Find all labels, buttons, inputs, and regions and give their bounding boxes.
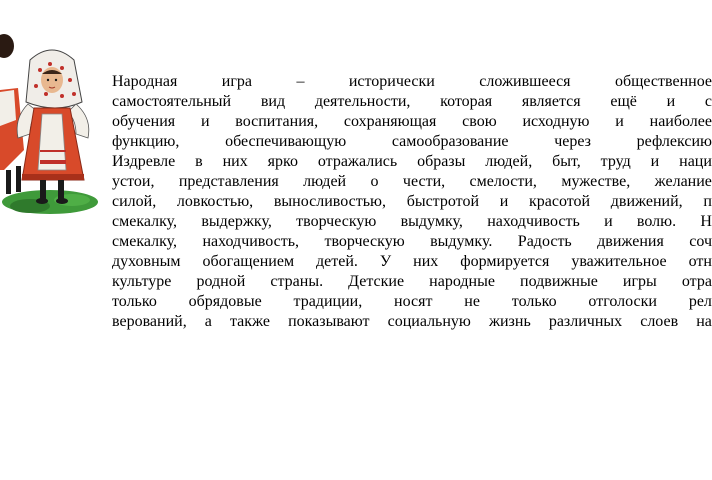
word: на	[696, 313, 712, 330]
word: культуре	[112, 273, 172, 290]
word: красотой	[528, 193, 591, 210]
text-line	[112, 92, 712, 112]
word: через	[554, 133, 591, 150]
text-line	[112, 132, 712, 152]
word: обеспечивающую	[225, 133, 347, 150]
word: также	[229, 313, 270, 330]
word: игра	[221, 73, 253, 90]
text-line	[112, 192, 712, 212]
word: чести,	[402, 173, 446, 190]
word: людей,	[485, 153, 533, 170]
word: родной	[196, 273, 246, 290]
word: обогащением	[202, 253, 295, 270]
word: исторически	[348, 73, 435, 90]
word: обрядовые	[188, 293, 262, 310]
word: людей	[303, 173, 347, 190]
word: находчивость	[487, 213, 580, 230]
word: уважительное	[571, 253, 667, 270]
word: движений,	[610, 193, 683, 210]
word: и	[650, 153, 660, 170]
word: смелости,	[469, 173, 537, 190]
word: устои,	[112, 173, 155, 190]
word: общественное	[614, 73, 712, 90]
word: отра	[681, 273, 712, 290]
text-line	[112, 112, 712, 132]
word: сложившееся	[479, 73, 571, 90]
word: п	[703, 193, 712, 210]
text-line	[112, 272, 712, 292]
word: находчивость,	[202, 233, 300, 250]
word: духовным	[112, 253, 181, 270]
folk-dancers-icon	[0, 30, 112, 216]
word: волю.	[636, 213, 677, 230]
word: только	[112, 293, 157, 310]
word: них	[222, 153, 248, 170]
word: о	[370, 173, 379, 190]
word: и	[666, 93, 676, 110]
text-line	[112, 312, 712, 332]
word: детей.	[316, 253, 358, 270]
word: ловкостью,	[176, 193, 254, 210]
word: отголоски	[588, 293, 657, 310]
word: Радость	[517, 233, 572, 250]
word: подвижные	[520, 273, 598, 290]
word: игры	[622, 273, 657, 290]
word: творческую	[324, 233, 405, 250]
word: показывают	[288, 313, 370, 330]
word: и	[499, 193, 509, 210]
word: рефлексию	[636, 133, 712, 150]
word: жизнь	[488, 313, 531, 330]
text-line	[112, 232, 712, 252]
word: них	[413, 253, 439, 270]
word: наци	[679, 153, 712, 170]
text-line	[112, 252, 712, 272]
word: является	[521, 93, 581, 110]
word: ярко	[267, 153, 298, 170]
word: отн	[688, 253, 712, 270]
word: формируется	[460, 253, 550, 270]
word: силой,	[112, 193, 157, 210]
word: наиболее	[649, 113, 712, 130]
word: выдумку,	[400, 213, 463, 230]
word: страны.	[270, 273, 324, 290]
word: движения	[597, 233, 664, 250]
word: соч	[689, 233, 712, 250]
word: отражались	[317, 153, 398, 170]
word: только	[511, 293, 557, 310]
word: Издревле	[112, 153, 176, 170]
word: в	[195, 153, 203, 170]
word: носят	[394, 293, 433, 310]
word: функцию,	[112, 133, 180, 150]
word: самостоятельный	[112, 93, 232, 110]
word: Н	[700, 213, 712, 230]
word: выносливостью,	[273, 193, 386, 210]
word: традиции,	[293, 293, 363, 310]
word: Народная	[112, 73, 178, 90]
word: различных	[548, 313, 623, 330]
word: слоев	[640, 313, 679, 330]
text-line	[112, 212, 712, 232]
word: самообразование	[391, 133, 509, 150]
word: творческую	[296, 213, 377, 230]
text-line	[112, 172, 712, 192]
word: У	[379, 253, 392, 270]
text-line	[112, 152, 712, 172]
word: выдержку,	[201, 213, 272, 230]
word: обучения	[112, 113, 176, 130]
word: –	[296, 73, 305, 90]
word: труд	[600, 153, 631, 170]
word: смекалку,	[112, 213, 178, 230]
word: быстротой	[406, 193, 479, 210]
word: воспитания,	[235, 113, 319, 130]
text-line	[112, 72, 712, 92]
word: представления	[178, 173, 279, 190]
word: Детские	[348, 273, 405, 290]
word: ещё	[610, 93, 637, 110]
word: мужестве,	[561, 173, 631, 190]
word: образы	[417, 153, 466, 170]
word: вид	[260, 93, 286, 110]
word: которая	[440, 93, 493, 110]
word: и	[604, 213, 613, 230]
word: исходную	[522, 113, 590, 130]
word: свою	[462, 113, 497, 130]
word: не	[464, 293, 480, 310]
word: сохраняющая	[343, 113, 437, 130]
text-line	[112, 292, 712, 312]
word: и	[200, 113, 210, 130]
word: деятельности,	[314, 93, 411, 110]
word: выдумку.	[430, 233, 493, 250]
word: а	[204, 313, 212, 330]
word: социальную	[387, 313, 471, 330]
word: желание	[654, 173, 712, 190]
word: рел	[688, 293, 712, 310]
word: народные	[429, 273, 495, 290]
word: верований,	[112, 313, 187, 330]
word: смекалку,	[112, 233, 178, 250]
word: и	[615, 113, 624, 130]
body-text	[112, 72, 712, 332]
word: быт,	[552, 153, 581, 170]
word: с	[704, 93, 712, 110]
